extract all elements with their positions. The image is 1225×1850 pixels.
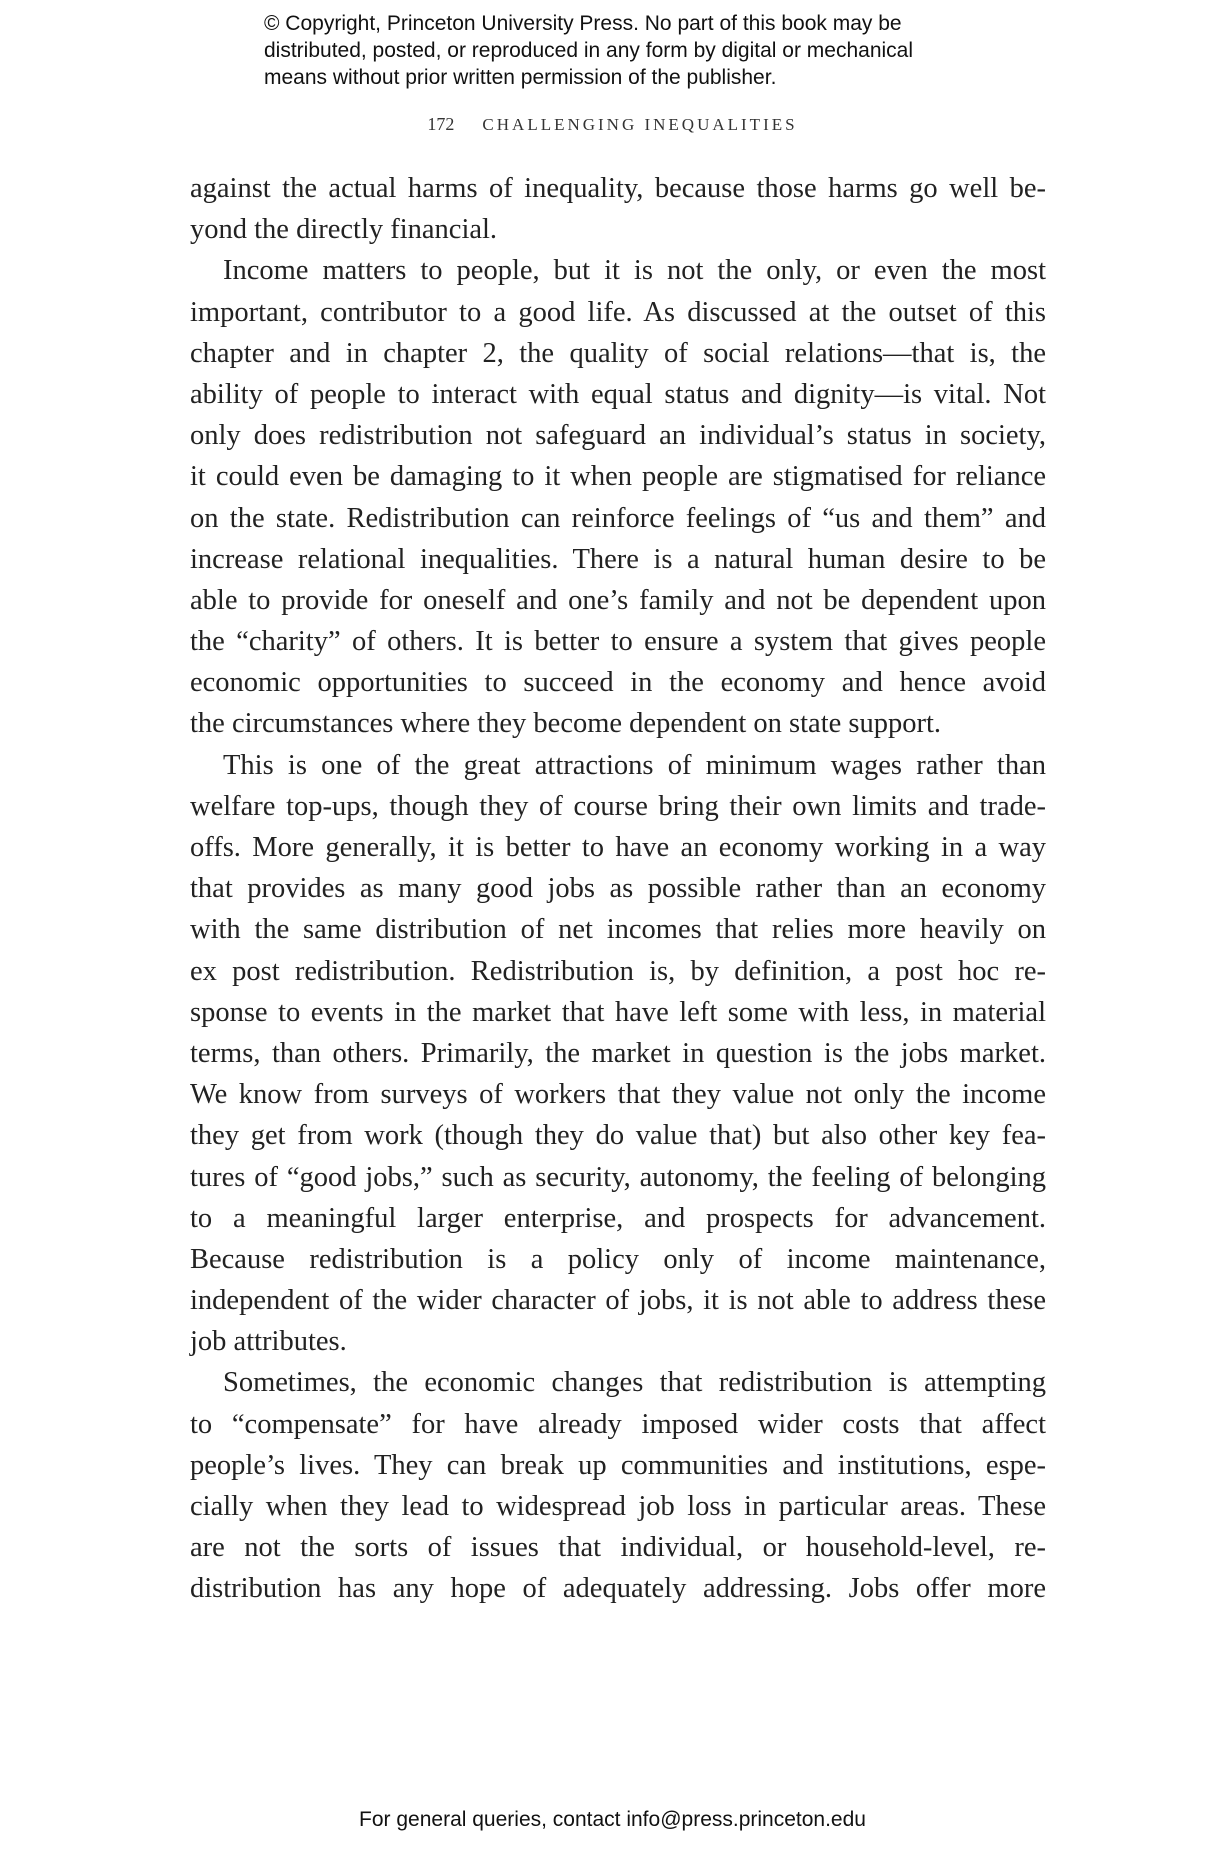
text-line: ex post redistribution. Redistribution is, by definition, a post hoc re- bbox=[190, 955, 1046, 987]
text-line: Income matters to people, but it is not the only, or even the most bbox=[223, 255, 1046, 287]
text-line: are not the sorts of issues that individual, or household-level, re- bbox=[190, 1532, 1046, 1564]
text-line: Sometimes, the economic changes that redistribution is attempting bbox=[223, 1367, 1046, 1399]
text-line: they get from work (though they do value that) but also other key fea- bbox=[190, 1120, 1046, 1152]
text-line: ability of people to interact with equal status and dignity—is vital. Not bbox=[190, 378, 1046, 410]
contact-footer: For general queries, contact info@press.princeton.edu bbox=[359, 1808, 866, 1831]
text-line: increase relational inequalities. There is a natural human desire to be bbox=[190, 543, 1046, 575]
text-line: chapter and in chapter 2, the quality of social relations—that is, the bbox=[190, 337, 1046, 369]
copyright-line: means without prior written permission of the publisher. bbox=[264, 66, 777, 89]
text-line: independent of the wider character of jobs, it is not able to address these bbox=[190, 1285, 1046, 1317]
text-line: We know from surveys of workers that they value not only the income bbox=[190, 1079, 1046, 1111]
text-line: tures of “good jobs,” such as security, autonomy, the feeling of belonging bbox=[190, 1161, 1046, 1193]
text-line: on the state. Redistribution can reinforce feelings of “us and them” and bbox=[190, 502, 1046, 534]
text-line: distribution has any hope of adequately addressing. Jobs offer more bbox=[190, 1573, 1046, 1605]
text-line: people’s lives. They can break up communities and institutions, espe- bbox=[190, 1449, 1046, 1481]
text-line: sponse to events in the market that have left some with less, in material bbox=[190, 996, 1046, 1028]
text-line: the “charity” of others. It is better to ensure a system that gives people bbox=[190, 626, 1046, 658]
text-line: it could even be damaging to it when people are stigmatised for reliance bbox=[190, 461, 1046, 493]
running-head bbox=[0, 114, 1225, 135]
text-line: economic opportunities to succeed in the economy and hence avoid bbox=[190, 667, 1046, 699]
page-number: 172 bbox=[427, 114, 455, 134]
text-line: important, contributor to a good life. As discussed at the outset of this bbox=[190, 296, 1046, 328]
copyright-line: distributed, posted, or reproduced in any form by digital or mechanical bbox=[264, 39, 914, 62]
text-line: cially when they lead to widespread job loss in particular areas. These bbox=[190, 1491, 1046, 1522]
text-line: to “compensate” for have already imposed wider costs that affect bbox=[190, 1408, 1046, 1440]
copyright-notice bbox=[264, 10, 1024, 91]
text-line: the circumstances where they become dependent on state support. bbox=[190, 708, 942, 740]
text-line: welfare top-ups, though they of course bring their own limits and trade- bbox=[190, 790, 1046, 822]
text-line: This is one of the great attractions of minimum wages rather than bbox=[223, 749, 1046, 781]
text-line: with the same distribution of net incomes that relies more heavily on bbox=[190, 914, 1046, 946]
text-line: that provides as many good jobs as possible rather than an economy bbox=[190, 873, 1046, 905]
text-line: against the actual harms of inequality, because those harms go well be- bbox=[190, 173, 1046, 204]
text-line: offs. More generally, it is better to have an economy working in a way bbox=[190, 832, 1046, 863]
text-line: only does redistribution not safeguard an individual’s status in society, bbox=[190, 420, 1046, 452]
text-line: job attributes. bbox=[190, 1326, 347, 1358]
body-text bbox=[190, 168, 1046, 1610]
text-line: terms, than others. Primarily, the market in question is the jobs market. bbox=[190, 1037, 1046, 1069]
chapter-title: CHALLENGING INEQUALITIES bbox=[482, 115, 798, 134]
text-line: able to provide for oneself and one’s family and not be dependent upon bbox=[190, 584, 1046, 616]
copyright-line: © Copyright, Princeton University Press. No part of this book may be bbox=[264, 12, 902, 35]
text-line: Because redistribution is a policy only of income maintenance, bbox=[190, 1243, 1046, 1275]
text-line: yond the directly financial. bbox=[190, 214, 498, 246]
text-line: to a meaningful larger enterprise, and prospects for advancement. bbox=[190, 1202, 1046, 1234]
